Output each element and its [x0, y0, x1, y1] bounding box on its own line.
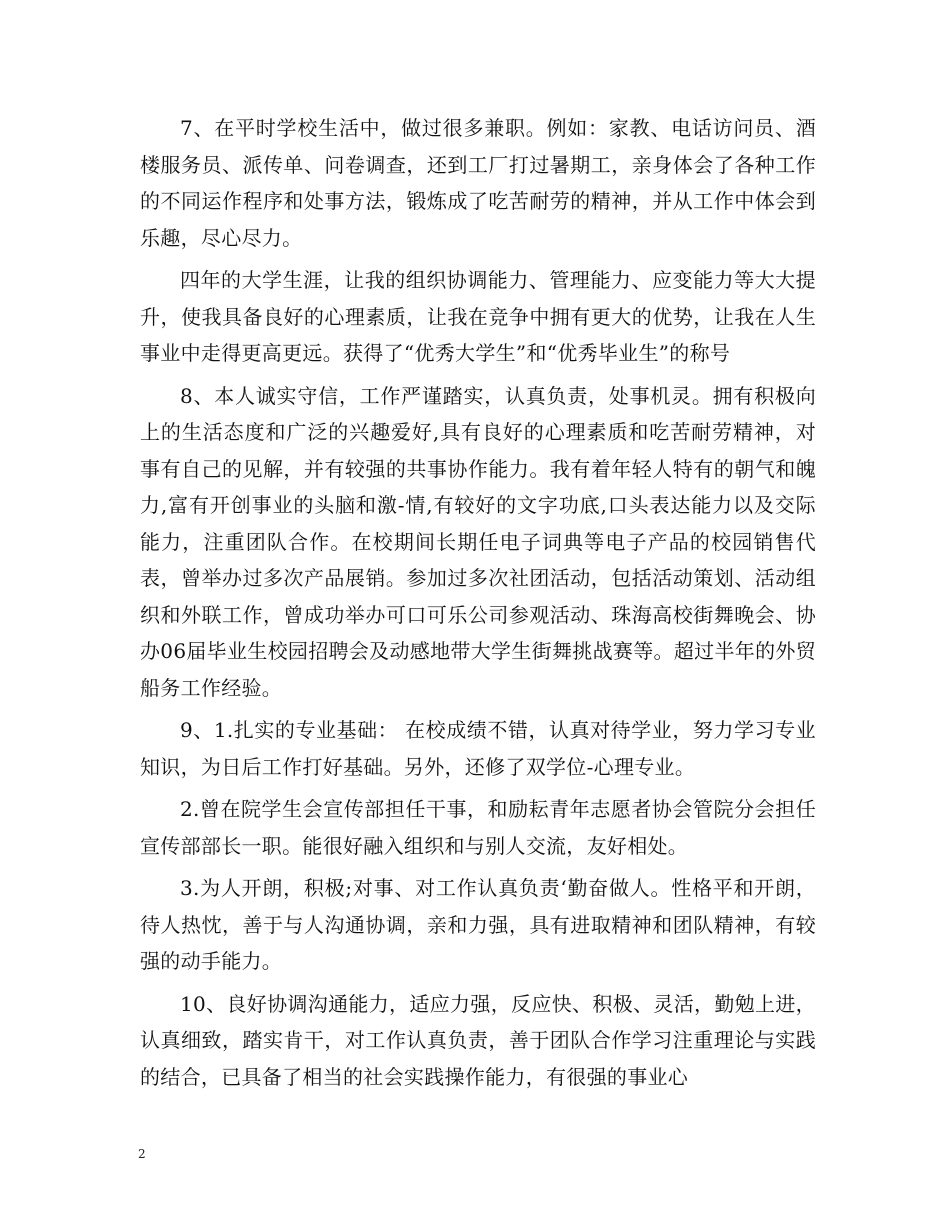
- paragraph-university-summary: 四年的大学生涯，让我的组织协调能力、管理能力、应变能力等大大提升，使我具备良好的心理素质，让我在竞争中拥有更大的优势，让我在人生事业中走得更高更远。获得了“优秀大学生”和“优秀毕业生”的称号: [140, 268, 816, 365]
- page-number: 2: [138, 1147, 146, 1161]
- paragraph-7: 7、在平时学校生活中，做过很多兼职。例如：家教、电话访问员、酒楼服务员、派传单、问卷调查，还到工厂打过暑期工，亲身体会了各种工作的不同运作程序和处事方法，锻炼成了吃苦耐劳的精神，并从工作中体会到乐趣，尽心尽力。: [140, 116, 816, 250]
- paragraph-8: 8、本人诚实守信，工作严谨踏实，认真负责，处事机灵。拥有积极向上的生活态度和广泛的兴趣爱好,具有良好的心理素质和吃苦耐劳精神，对事有自己的见解，并有较强的共事协作能力。我有着年轻人特有的朝气和魄力,富有开创事业的头脑和激-情,有较好的文字功底,口头表达能力以及交际能力，注重团队合作。在校期间长期任电子词典等电子产品的校园销售代表，曾举办过多次产品展销。参加过多次社团活动，包括活动策划、活动组织和外联工作，曾成功举办可口可乐公司参观活动、珠海高校街舞晚会、协办06届毕业生校园招聘会及动感地带大学生街舞挑战赛等。超过半年的外贸船务工作经验。: [140, 383, 816, 700]
- paragraph-9-item-2: 2.曾在院学生会宣传部担任干事，和励耘青年志愿者协会管院分会担任宣传部部长一职。能很好融入组织和与别人交流，友好相处。: [140, 797, 816, 858]
- document-body: [140, 110, 816, 1101]
- paragraph-9-item-3: 3.为人开朗，积极;对事、对工作认真负责‘勤奋做人。性格平和开朗，待人热忱，善于与人沟通协调，亲和力强，具有进取精神和团队精神，有较强的动手能力。: [140, 876, 816, 973]
- paragraph-9-item-1: 9、1.扎实的专业基础： 在校成绩不错，认真对待学业，努力学习专业知识，为日后工作打好基础。另外，还修了双学位-心理专业。: [140, 718, 816, 779]
- paragraph-10: 10、良好协调沟通能力，适应力强，反应快、积极、灵活，勤勉上进，认真细致，踏实肯干，对工作认真负责，善于团队合作学习注重理论与实践的结合，已具备了相当的社会实践操作能力，有很强的事业心: [140, 991, 816, 1089]
